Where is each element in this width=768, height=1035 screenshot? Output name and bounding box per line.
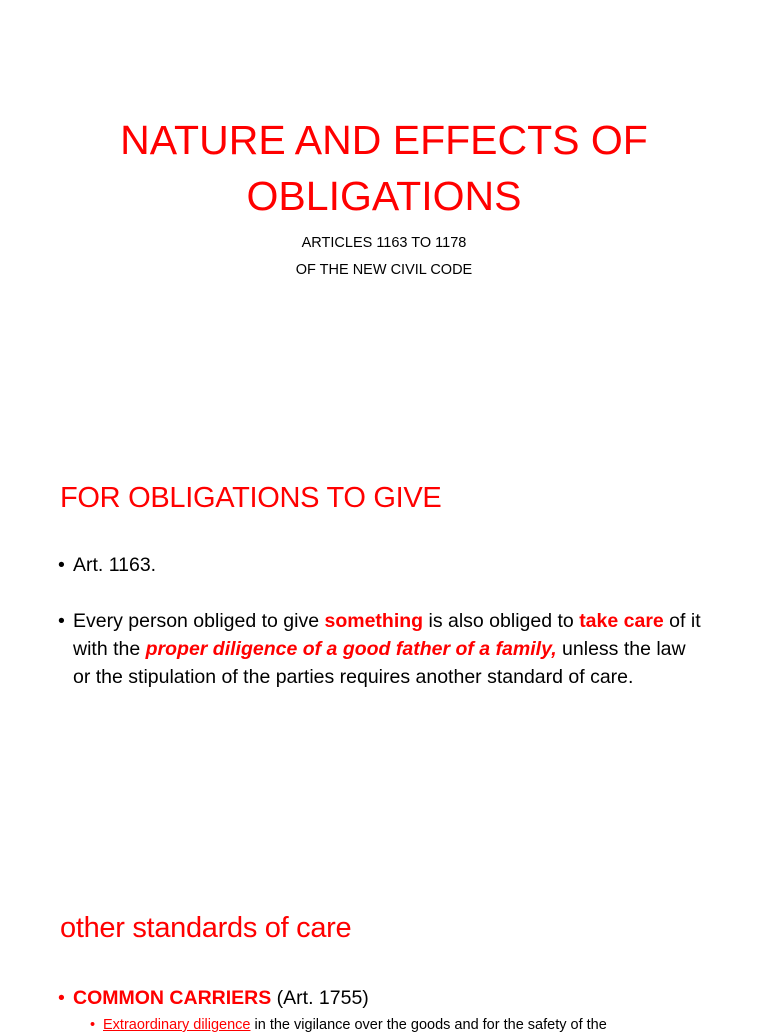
emphasis-proper-diligence: proper diligence of a good father of a family, <box>145 638 557 660</box>
sub-bullet-item <box>73 1015 708 1035</box>
slide-subtitle-line-1: ARTICLES 1163 TO 1178 <box>301 235 467 251</box>
slide-title-line-1: NATURE AND EFFECTS OF <box>120 117 648 163</box>
bullet-item-article <box>58 551 708 579</box>
slide-title-line-2: OBLIGATIONS <box>246 173 522 219</box>
emphasis-something: something <box>324 610 424 632</box>
sub-bullet-text: in the vigilance over the goods and for the safety of the <box>250 1017 607 1033</box>
emphasis-take-care: take care <box>579 610 664 632</box>
emphasis-common-carriers: COMMON CARRIERS <box>73 987 272 1009</box>
bullet-list <box>58 551 708 719</box>
bullet-text-part: of it with the <box>73 610 701 660</box>
slide-subtitle-line-2: OF THE NEW CIVIL CODE <box>295 262 473 278</box>
slide-heading: FOR OBLIGATIONS TO GIVE <box>60 482 442 514</box>
slide-heading: other standards of care <box>60 912 352 944</box>
bullet-list <box>58 984 708 1035</box>
bullet-item-definition <box>58 607 708 691</box>
other-standards-slide <box>0 864 768 1033</box>
bullet-text-part: is also obliged to <box>423 610 580 632</box>
bullet-dot-icon: • <box>58 610 65 632</box>
bullet-text-part: (Art. 1755) <box>271 987 369 1009</box>
bullet-dot-icon: • <box>58 554 65 576</box>
bullet-text-part: Every person obliged to give <box>73 610 325 632</box>
title-slide <box>0 0 768 432</box>
slide-title <box>60 112 708 224</box>
bullet-dot-icon: • <box>58 987 65 1009</box>
bullet-text: Art. 1163. <box>73 554 157 576</box>
emphasis-extraordinary-diligence: Extraordinary diligence <box>103 1017 251 1033</box>
bullet-item-common-carriers <box>58 984 708 1035</box>
sub-bullet-dot-icon: • <box>90 1017 96 1033</box>
obligations-to-give-slide <box>0 432 768 864</box>
bullet-text-part: unless the law or the stipulation of the parties requires another standard of care. <box>73 638 686 688</box>
slide-subtitle <box>60 230 708 284</box>
